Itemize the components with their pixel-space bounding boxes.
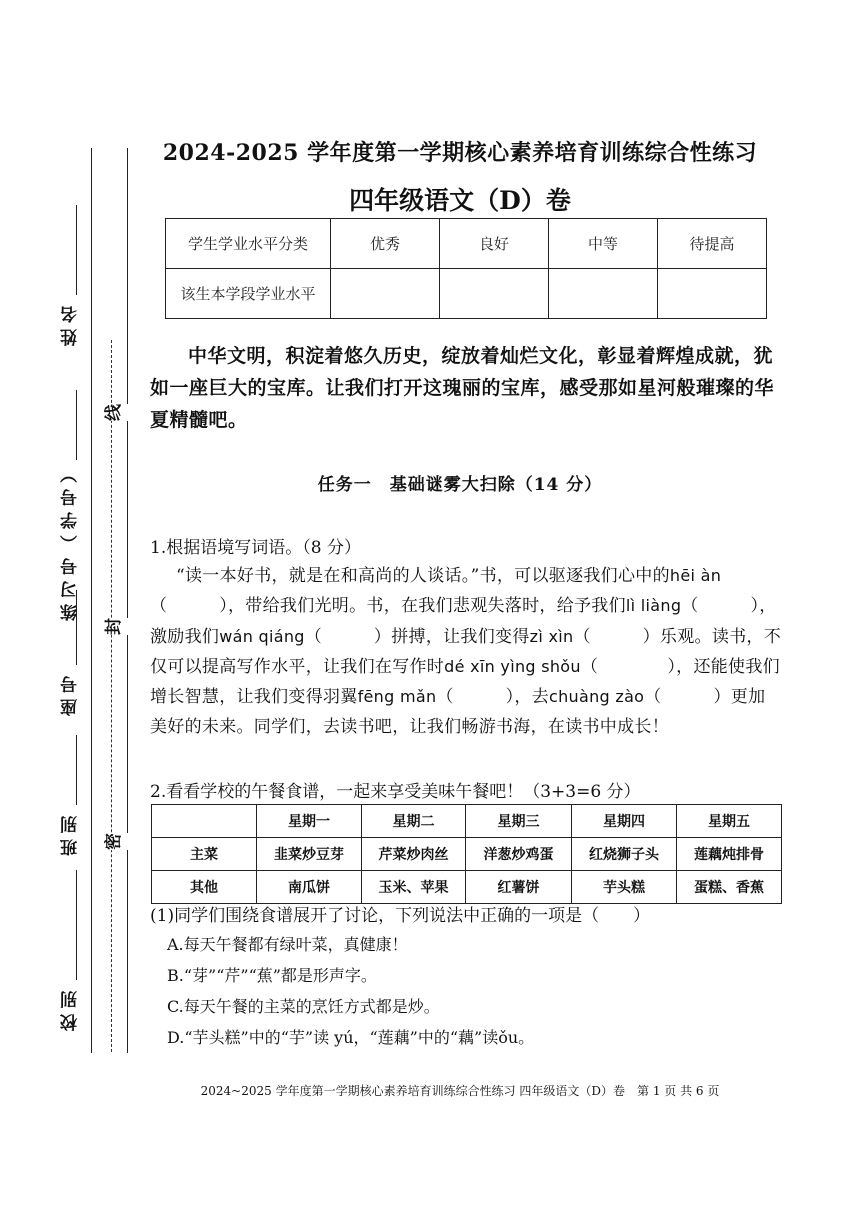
level-mark-cell[interactable] — [331, 269, 440, 319]
menu-cell: 蛋糕、香蕉 — [677, 871, 782, 904]
menu-cell: 南瓜饼 — [257, 871, 362, 904]
seat-write-line[interactable] — [76, 590, 77, 665]
page-footer: 2024~2025 学年度第一学期核心素养培育训练综合性练习 四年级语文（D）卷 第 1 页 共 6 页 — [200, 1084, 720, 1098]
option-c[interactable]: C.每天午餐的主菜的烹饪方式都是炒。 — [167, 997, 440, 1016]
blank-zi-xin[interactable]: （ ）乐观。读书，不仅可以提高写作水平，让我们在写作时 — [150, 626, 782, 677]
level-mark-cell[interactable] — [549, 269, 658, 319]
menu-cell: 玉米、苹果 — [362, 871, 466, 904]
menu-day: 星期三 — [466, 805, 572, 838]
pinyin-feng-man: fēng mǎn — [357, 687, 437, 707]
pinyin-wan-qiang: wán qiáng — [219, 626, 305, 646]
level-row-head: 学生学业水平分类 — [166, 219, 331, 269]
menu-day: 星期五 — [677, 805, 782, 838]
sidebar-label-name: 姓名 — [61, 300, 81, 346]
sidebar-label-school: 校别 — [61, 985, 81, 1031]
menu-day: 星期一 — [257, 805, 362, 838]
q2-sub1-stem: (1)同学们围绕食谱展开了讨论，下列说法中正确的一项是（ ） — [150, 906, 651, 926]
menu-corner-cell — [152, 805, 257, 838]
menu-cell: 芋头糕 — [572, 871, 677, 904]
blank-wan-qiang[interactable]: （ ）拼搏，让我们变得 — [304, 626, 530, 647]
option-b[interactable]: B.“芽”“芹”“蕉”都是形声字。 — [167, 966, 377, 985]
menu-row-label: 其他 — [152, 871, 257, 904]
exam-title: 2024-2025 学年度第一学期核心素养培育训练综合性练习 — [162, 140, 758, 166]
practice-number-write-line[interactable] — [76, 390, 77, 460]
option-a[interactable]: A.每天午餐都有绿叶菜，真健康！ — [167, 935, 408, 954]
passage-text: “读一本好书，就是在和高尚的人谈话。”书，可以驱逐我们心中的 — [176, 566, 670, 586]
menu-cell: 芹菜炒肉丝 — [362, 838, 466, 871]
pinyin-li-liang: lì liàng — [625, 596, 682, 616]
q1-stem: 1.根据语境写词语。（8 分） — [150, 538, 361, 558]
level-table-row — [166, 269, 767, 319]
sidebar-label-class: 班别 — [61, 810, 81, 856]
blank-de-xin-ying-shou[interactable]: （ ），还能使我们增长智慧，让我们变得羽翼 — [150, 656, 780, 708]
name-write-line[interactable] — [76, 205, 77, 295]
menu-cell: 莲藕炖排骨 — [677, 838, 782, 871]
seal-mark-secret: 密 — [95, 833, 128, 850]
margin-solid-line-inner — [127, 148, 128, 1053]
lunch-menu-table — [151, 804, 782, 904]
seal-mark-line: 线 — [95, 404, 128, 421]
level-row2-head: 该生本学段学业水平 — [166, 269, 331, 319]
blank-feng-man[interactable]: （ ），去 — [436, 687, 550, 708]
class-write-line[interactable] — [76, 735, 77, 805]
q2-stem: 2.看看学校的午餐食谱，一起来享受美味午餐吧！（3+3=6 分） — [150, 782, 641, 802]
level-excellent: 优秀 — [331, 219, 440, 269]
menu-row-other — [152, 871, 782, 904]
blank-hei-an[interactable]: （ ），带给我们光明。书，在我们悲观失落时，给予我们 — [150, 596, 626, 617]
menu-cell: 红薯饼 — [466, 871, 572, 904]
margin-dashed-line — [111, 340, 112, 1052]
sidebar-label-practice-number: 练习号（学号） — [61, 460, 81, 621]
level-mark-cell[interactable] — [658, 269, 767, 319]
menu-row-label: 主菜 — [152, 838, 257, 871]
menu-cell: 红烧狮子头 — [572, 838, 677, 871]
pinyin-chuang-zao: chuàng zào — [549, 687, 645, 707]
task1-title: 任务一 基础谜雾大扫除（14 分） — [317, 475, 603, 495]
level-medium: 中等 — [549, 219, 658, 269]
pinyin-de-xin-ying-shou: dé xīn yìng shǒu — [444, 656, 581, 676]
q1-passage — [150, 561, 782, 743]
option-d[interactable]: D.“芋头糕”中的“芋”读 yú，“莲藕”中的“藕”读ǒu。 — [167, 1028, 535, 1047]
level-mark-cell[interactable] — [440, 269, 549, 319]
intro-paragraph: 中华文明，积淀着悠久历史，绽放着灿烂文化，彰显着辉煌成就，犹如一座巨大的宝库。让我们打开这瑰丽的宝库，感受那如星河般璀璨的华夏精髓吧。 — [150, 345, 775, 431]
pinyin-hei-an: hēi àn — [669, 566, 722, 585]
menu-row-main — [152, 838, 782, 871]
menu-day: 星期二 — [362, 805, 466, 838]
exam-subtitle: 四年级语文（D）卷 — [349, 186, 571, 215]
level-table — [165, 218, 767, 319]
seal-mark-seal: 封 — [95, 618, 128, 635]
menu-cell: 韭菜炒豆芽 — [257, 838, 362, 871]
level-good: 良好 — [440, 219, 549, 269]
menu-cell: 洋葱炒鸡蛋 — [466, 838, 572, 871]
level-table-row — [166, 219, 767, 269]
menu-header-row — [152, 805, 782, 838]
margin-solid-line-outer — [91, 148, 92, 1053]
level-to-improve: 待提高 — [658, 219, 767, 269]
pinyin-zi-xin: zì xìn — [529, 626, 574, 646]
menu-day: 星期四 — [572, 805, 677, 838]
sidebar-label-seat: 座号 — [61, 670, 81, 716]
blank-chuang-zao[interactable]: （ ）更加美好的未来。同学们，去读书吧，让我们畅游书海，在读书中成长！ — [150, 687, 766, 738]
blank-li-liang[interactable]: （ ），激励我们 — [150, 596, 777, 647]
school-write-line[interactable] — [76, 870, 77, 980]
